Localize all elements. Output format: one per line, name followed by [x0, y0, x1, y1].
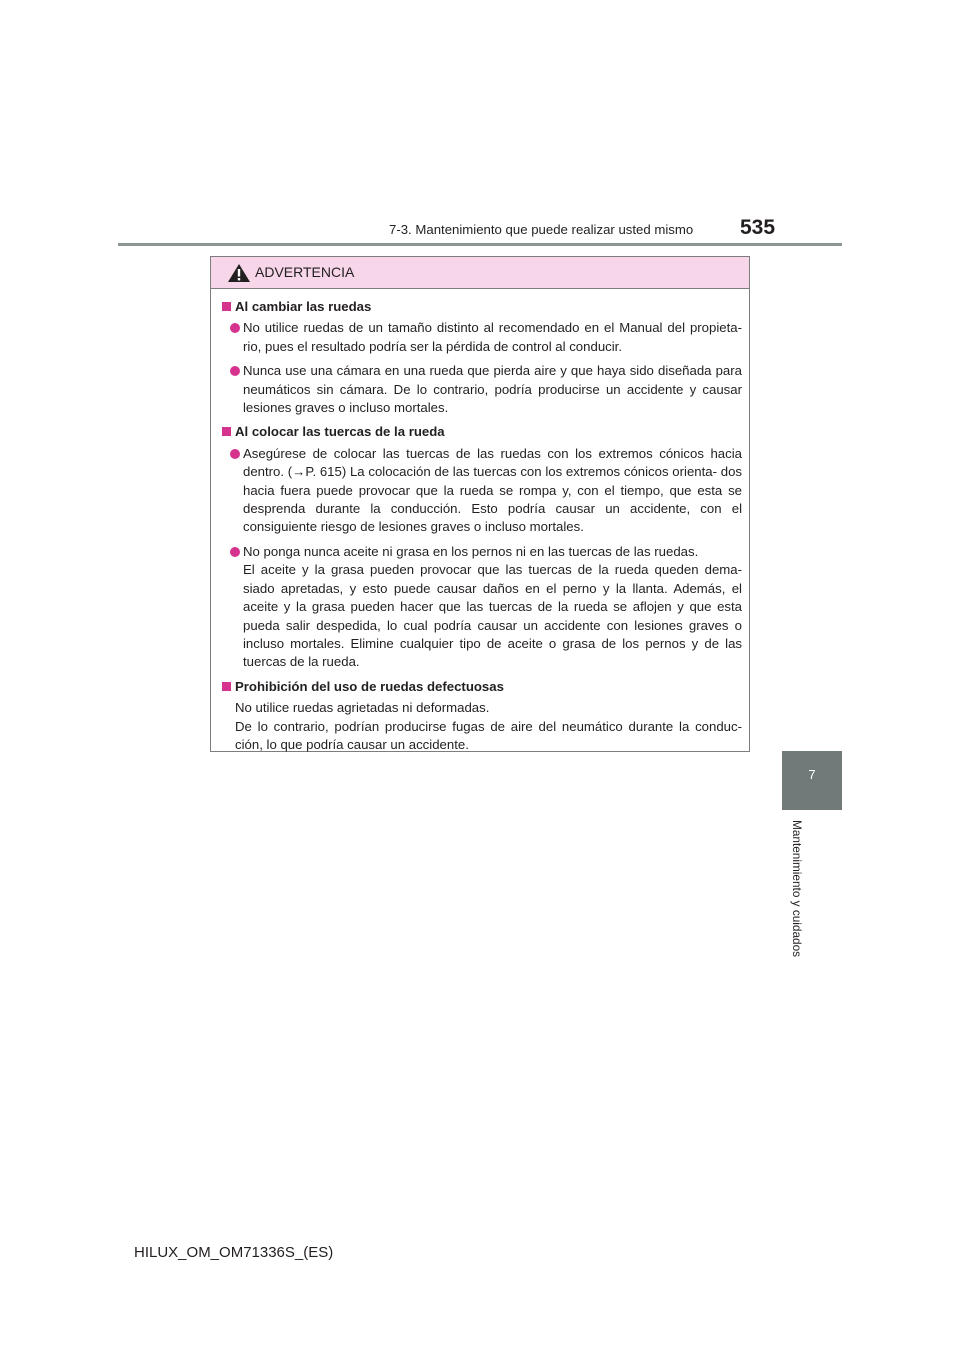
list-item-text: No ponga nunca aceite ni grasa en los pernos ni en las tuercas de las ruedas. [243, 543, 699, 559]
section-heading-text: Al colocar las tuercas de la rueda [235, 424, 445, 440]
document-code: HILUX_OM_OM71336S_(ES) [134, 1244, 334, 1261]
round-bullet-icon [230, 547, 240, 557]
paragraph: De lo contrario, podrían producirse fugas de aire del neumático durante la conduc- ción, lo que podría causar un accidente. [235, 718, 742, 752]
section-heading-changing-wheels [222, 298, 742, 316]
header-divider [118, 243, 842, 246]
square-bullet-icon [222, 427, 231, 436]
list-item-text: Asegúrese de colocar las tuercas de las ruedas con los extremos cónicos hacia dentro. (→P. 615) La colocación de las tuercas con los extremos cónicos orienta- dos hacia fuera puede provocar que la rueda se rompa y, con el tiempo, que esta se desprenda durante la conducción. Esto podría causar un accidente, con el consiguiente riesgo de lesiones graves o incluso mortales. [243, 445, 742, 535]
section-heading-defective-wheels [222, 678, 742, 696]
round-bullet-icon [230, 449, 240, 459]
warning-body [222, 298, 742, 760]
list-item [222, 362, 742, 417]
list-item-text: No utilice ruedas de un tamaño distinto al recomendado en el Manual del propieta- rio, pues el resultado podría ser la pérdida de control al conducir. [243, 320, 742, 354]
warning-header [211, 257, 749, 289]
section-title: 7-3. Mantenimiento que puede realizar usted mismo [389, 222, 694, 237]
round-bullet-icon [230, 323, 240, 333]
section-heading-text: Al cambiar las ruedas [235, 299, 372, 314]
list-item [222, 543, 742, 672]
chapter-number: 7 [808, 767, 816, 782]
list-item [222, 445, 742, 537]
list-item [222, 319, 742, 356]
chapter-tab [782, 751, 842, 810]
list-item-text-continued: El aceite y la grasa pueden provocar que las tuercas de la rueda queden dema- siado apretadas, y esto puede causar daños en el perno y la llanta. Además, el aceite y la grasa pueden hacer que las tuercas de la rueda se aflojen y que esta pueda salir despedida, lo cual podría causar un accidente con lesiones graves o incluso mortales. Elimine cualquier tipo de aceite o grasa de los pernos y de las tuercas de la rueda. [243, 562, 742, 670]
warning-triangle-icon [227, 263, 251, 283]
warning-box [210, 256, 750, 752]
list-item-text: Nunca use una cámara en una rueda que pierda aire y que haya sido diseñada para neumáticos sin cámara. De lo contrario, podría producirse un accidente y causar lesiones graves o incluso mortales. [243, 363, 742, 416]
warning-title: ADVERTENCIA [255, 264, 355, 280]
paragraph-group [222, 699, 742, 754]
square-bullet-icon [222, 682, 231, 691]
section-heading-wheel-nuts [222, 423, 742, 441]
paragraph: No utilice ruedas agrietadas ni deformadas. [235, 700, 490, 716]
round-bullet-icon [230, 366, 240, 376]
page-number: 535 [740, 216, 776, 239]
chapter-title: Mantenimiento y cuidados [790, 820, 804, 958]
section-heading-text: Prohibición del uso de ruedas defectuosas [235, 678, 504, 694]
square-bullet-icon [222, 302, 231, 311]
